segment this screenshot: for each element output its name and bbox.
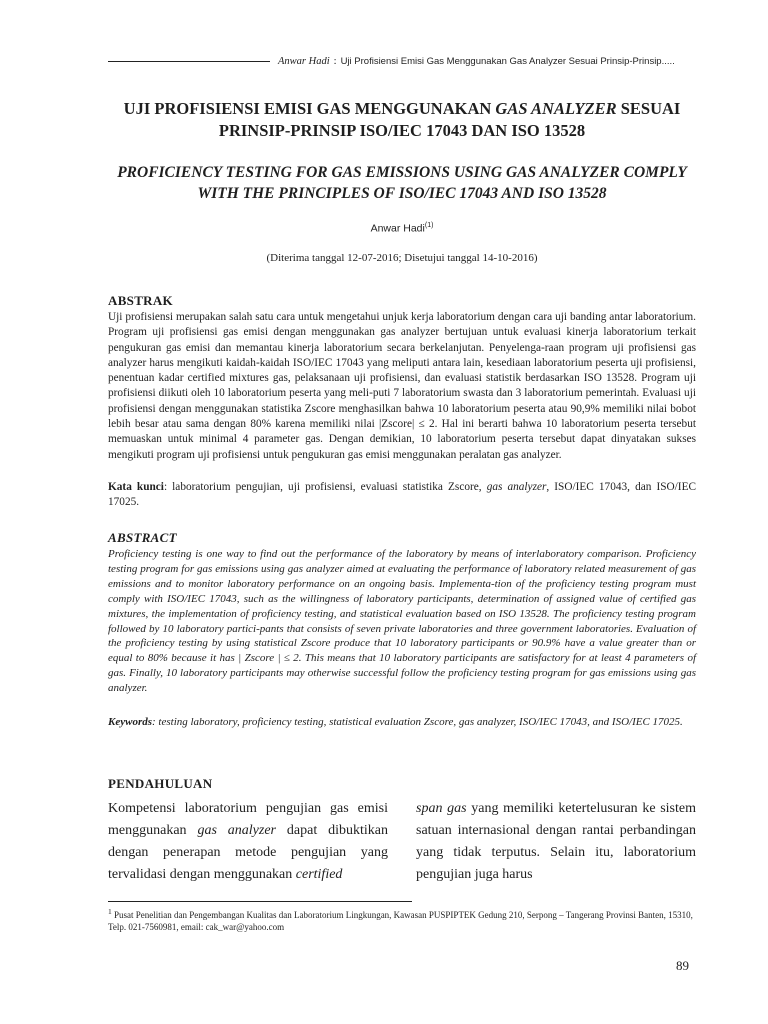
received-accepted-dates: (Diterima tanggal 12-07-2016; Disetujui tanggal 14-10-2016) [266, 252, 538, 264]
kata-kunci-part2: , ISO/IEC 17043, dan ISO/IEC 17025. [108, 481, 697, 509]
kata-kunci-label: Kata kunci [108, 481, 164, 493]
running-head-colon: : [333, 56, 337, 67]
author-name: Anwar Hadi [370, 222, 425, 235]
abstrak-heading: ABSTRAK [108, 293, 173, 308]
pendahuluan-heading: PENDAHULUAN [108, 776, 213, 791]
kata-kunci-part1: : laboratorium pengujian, uji profisiensi, evaluasi statistika Zscore, [163, 481, 482, 493]
abstract-heading: ABSTRACT [108, 530, 177, 545]
author-line [108, 222, 696, 235]
footnote-text: Pusat Penelitian dan Pengembangan Kualitas dan Laboratorium Lingkungan, Kawasan PUSPIPTEK Gedung 210, Serpong – Tangerang Provinsi Banten, 15310, Telp. 021-7560981, email: cak_war@yahoo.com [108, 910, 693, 932]
keywords [108, 715, 696, 730]
keywords-label: Keywords [108, 716, 152, 728]
title-id-part1: UJI PROFISIENSI EMISI GAS MENGGUNAKAN [123, 99, 492, 118]
running-head [108, 56, 700, 67]
title-id-italic: GAS ANALYZER [495, 99, 617, 118]
pend-left-italic1: gas analyzer [197, 823, 276, 838]
page-number: 89 [676, 958, 689, 973]
pend-left-part1: Kompetensi laboratorium pengujian gas emisi menggunakan [108, 801, 388, 838]
abstract-body: Proficiency testing is one way to find out the performance of the laboratory by means of interlaboratory comparison. Proficiency testing program for gas emissions using gas analyzer aimed at evaluating the performance of laboratory related measurement of gas emissions and to monitor laboratory performance on an ongoing basis. Implementa-tion of the proficiency testing program must comply with ISO/IEC 17043, such as the willingness of laboratory participants, determination of assigned value of certified gas mixtures, the implementation of proficiency testing, and statistical evaluation based on ISO 13528. The proficiency testing program followed by 10 laboratory partici-pants that consists of seven private laboratories and three government laboratories. Evaluation of the proficiency testing by using statistical Zscore produce that 10 laboratory participants or 90.9% have a value greater than or equal to 80% because it has | Zscore | ≤ 2. This means that 10 laboratory participants are satisfactory for at least 4 parameters of gas. Finally, 10 laboratory participants may otherwise successful follow the proficiency testing program for gas emissions using gas analyzer. [108, 548, 696, 695]
kata-kunci [108, 480, 696, 511]
running-head-author: Anwar Hadi [278, 56, 330, 67]
running-head-rule [108, 61, 270, 62]
pend-right-text: yang memiliki ketertelusuran ke sistem satuan internasional dengan rantai perbandingan yang tidak terputus. Selain itu, laboratorium pengujian juga harus [416, 801, 696, 882]
title-id-part2: SESUAI PRINSIP-PRINSIP ISO/IEC 17043 DAN ISO 13528 [218, 99, 681, 140]
footnote [108, 906, 696, 933]
abstrak-body: Uji profisiensi merupakan salah satu cara untuk mengetahui unjuk kerja laboratorium dengan cara uji banding antar laboratorium. Program uji profisiensi gas emisi dengan menggunakan gas analyzer bertujuan untuk evaluasi kinerja laboratorium terkait pengukuran gas emisi dan memantau kinerja laboratorium secara berkelanjutan. Penyelenga-raan program uji profisiensi gas analyzer harus mengikuti kaidah-kaidah ISO/IEC 17043 yang meliputi antara lain, kesediaan laboratorium peserta uji profisiensi, penentuan kadar certified mixtures gas, pelaksanaan uji profisiensi, dan evaluasi statistik berdasarkan ISO 13528. Program uji profisiensi diikuti oleh 10 laboratorium peserta yang meli-puti 7 laboratorium swasta dan 3 laboratorium pemerintah. Evaluasi uji profisiensi dengan menggunakan statistika Zscore menghasilkan bahwa 10 laboratorium peserta atau 90,9% memiliki nilai bobot lebih besar atau sama dengan 80% karena memiliki nilai |Zscore| ≤ 2. Hal ini berarti bahwa 10 laboratorium peserta tersebut memuaskan untuk minimal 4 parameter gas. Dengan demikian, 10 laboratorium peserta tersebut dapat dinyatakan sukses mengikuti program uji profisiensi untuk pengukuran gas emisi menggunakan peralatan gas analyzer. [108, 311, 696, 461]
author-affiliation-mark: (1) [424, 222, 434, 229]
pend-left-part2: dapat dibuktikan dengan penerapan metode pengujian yang tervalidasi dengan menggunakan [108, 823, 389, 882]
pendahuluan-left-column [108, 798, 388, 886]
kata-kunci-italic: gas analyzer [486, 481, 547, 493]
running-head-title: Uji Profisiensi Emisi Gas Menggunakan Gas Analyzer Sesuai Prinsip-Prinsip..... [340, 56, 675, 67]
footnote-mark: 1 [108, 907, 112, 916]
footnote-rule [108, 901, 412, 902]
title-english: PROFICIENCY TESTING FOR GAS EMISSIONS USING GAS ANALYZER COMPLY WITH THE PRINCIPLES OF ISO/IEC 17043 AND ISO 13528 [117, 164, 687, 202]
pend-right-italic: span gas [416, 801, 467, 816]
keywords-text: : testing laboratory, proficiency testing, statistical evaluation Zscore, gas analyzer, ISO/IEC 17043, and ISO/IEC 17025. [152, 716, 683, 728]
title-indonesian [108, 98, 696, 142]
pend-left-italic2: certified [295, 867, 343, 882]
pendahuluan-right-column [416, 798, 696, 886]
